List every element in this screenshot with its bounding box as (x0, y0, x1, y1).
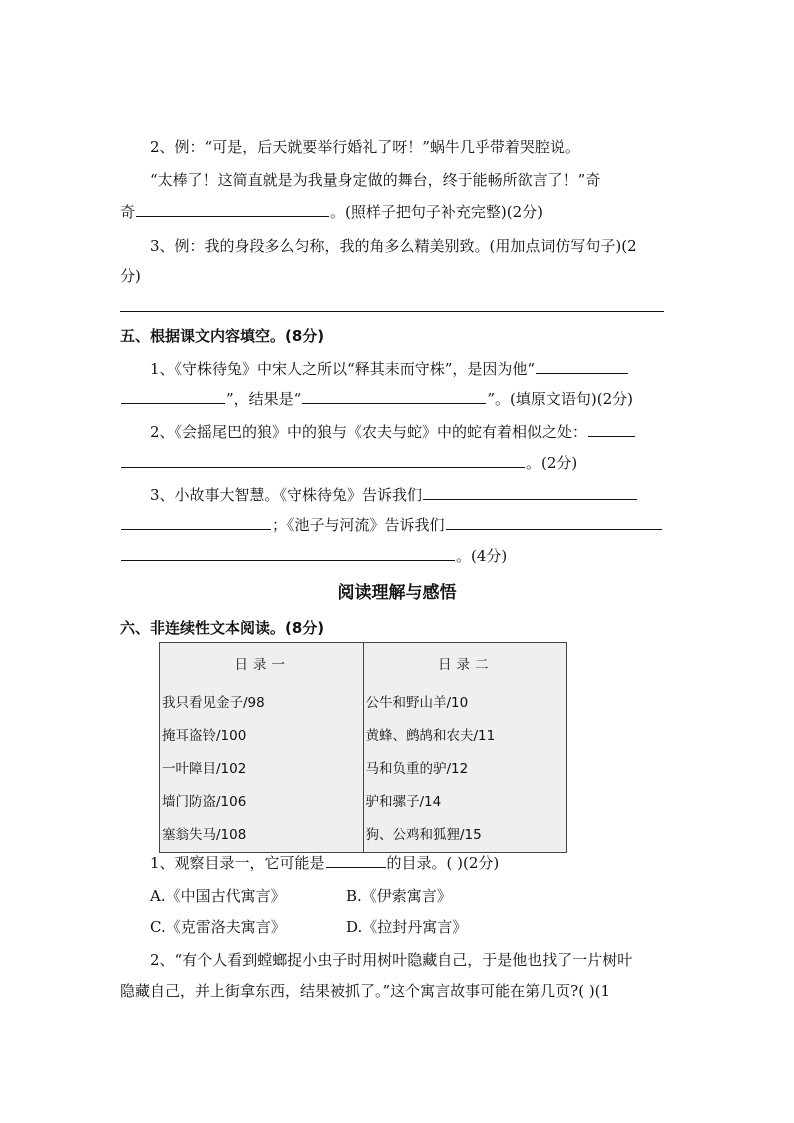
q6-item1 (120, 853, 676, 873)
toc-cell: 公牛和野山羊/10 (363, 687, 567, 720)
table-row (160, 753, 567, 786)
toc-cell: 一叶障目/102 (160, 753, 364, 786)
toc-cell: 马和负重的驴/12 (363, 753, 567, 786)
q5-item3-line2 (120, 515, 676, 535)
answer-blank[interactable] (423, 485, 637, 500)
q4-item2-line3-suffix: 。(照样子把句子补充完整)(2分) (330, 203, 543, 221)
q4-item2-line2: “太棒了！这简直就是为我量身定做的舞台，终于能畅所欲言了！”奇 (150, 171, 601, 189)
answer-blank[interactable] (121, 389, 225, 404)
answer-blank[interactable] (121, 546, 455, 561)
toc-cell: 狗、公鸡和狐狸/15 (363, 819, 567, 853)
section-5-title: 五、根据课文内容填空。(8分) (120, 327, 325, 345)
q4-item2-line3 (120, 202, 676, 222)
q5-item3-end: 。(4分) (456, 547, 508, 565)
answer-blank[interactable] (588, 422, 635, 437)
q5-item2-line2 (120, 453, 676, 473)
q5-item3-text: 3、小故事大智慧。《守株待兔》告诉我们 (150, 486, 423, 504)
option-b[interactable]: B.《伊索寓言》 (346, 887, 452, 905)
q5-item1-line2 (120, 389, 676, 409)
toc-cell: 我只看见金子/98 (160, 687, 364, 720)
table-row (160, 786, 567, 819)
q4-item2-line1: 2、例：“可是，后天就要举行婚礼了呀！”蜗牛几乎带着哭腔说。 (150, 138, 580, 156)
answer-blank[interactable] (326, 853, 386, 868)
answer-blank[interactable] (136, 202, 329, 217)
answer-blank[interactable] (121, 453, 525, 468)
toc-cell: 掩耳盗铃/100 (160, 720, 364, 753)
q6-item2-line2: 隐藏自己，并上街拿东西，结果被抓了。”这个寓言故事可能在第几页?( )(1 (120, 982, 611, 1000)
q5-item2-text: 2、《会摇尾巴的狼》中的狼与《农夫与蛇》中的蛇有着相似之处： (150, 423, 588, 441)
table-row (160, 819, 567, 853)
toc-cell: 塞翁失马/108 (160, 819, 364, 853)
table-row (160, 687, 567, 720)
answer-blank[interactable] (121, 515, 271, 530)
q5-item2-line1 (120, 422, 676, 442)
table-row (160, 720, 567, 753)
q4-item2-line3-prefix: 奇 (120, 203, 136, 221)
q5-item1-text: 1、《守株待兔》中宋人之所以“释其耒而守株”，是因为他“ (150, 360, 536, 378)
q6-item1-prefix: 1、观察目录一，它可能是 (150, 854, 325, 872)
q4-item3-line2: 分) (120, 267, 141, 285)
answer-blank[interactable] (302, 389, 486, 404)
q5-item2-end: 。(2分) (526, 454, 578, 472)
toc-cell: 黄蜂、鹧鸪和农夫/11 (363, 720, 567, 753)
q5-item1-line1 (120, 359, 676, 379)
toc-header-1: 日录一 (160, 643, 364, 688)
toc-header-2: 日录二 (363, 643, 567, 688)
q4-item3-line1: 3、例：我的身段多么匀称，我的角多么精美别致。(用加点词仿写句子)(2 (150, 237, 637, 255)
toc-header-row (160, 643, 567, 688)
q5-item3-mid: ；《池子与河流》告诉我们 (272, 516, 445, 534)
q6-item2-line1: 2、“有个人看到螳螂捉小虫子时用树叶隐藏自己，于是他也找了一片树叶 (150, 951, 633, 969)
option-a[interactable]: A.《中国古代寓言》 (150, 887, 286, 905)
q5-item3-line1 (120, 485, 676, 505)
q6-item1-suffix: 的目录。( )(2分) (386, 854, 500, 872)
q5-item1-mid: ”，结果是“ (226, 390, 302, 408)
section-6-title: 六、非连续性文本阅读。(8分) (120, 619, 325, 637)
reading-section-heading: 阅读理解与感悟 (337, 583, 457, 603)
toc-cell: 驴和骡子/14 (363, 786, 567, 819)
q5-item1-end: ”。(填原文语句)(2分) (487, 390, 633, 408)
q5-item3-line3 (120, 546, 676, 566)
toc-cell: 墙门防盗/106 (160, 786, 364, 819)
option-c[interactable]: C.《克雷洛夫寓言》 (150, 918, 286, 936)
table-of-contents (159, 642, 567, 853)
answer-blank[interactable] (536, 359, 628, 374)
answer-blank[interactable] (446, 515, 662, 530)
option-d[interactable]: D.《拉封丹寓言》 (346, 918, 468, 936)
answer-line[interactable] (120, 311, 664, 312)
